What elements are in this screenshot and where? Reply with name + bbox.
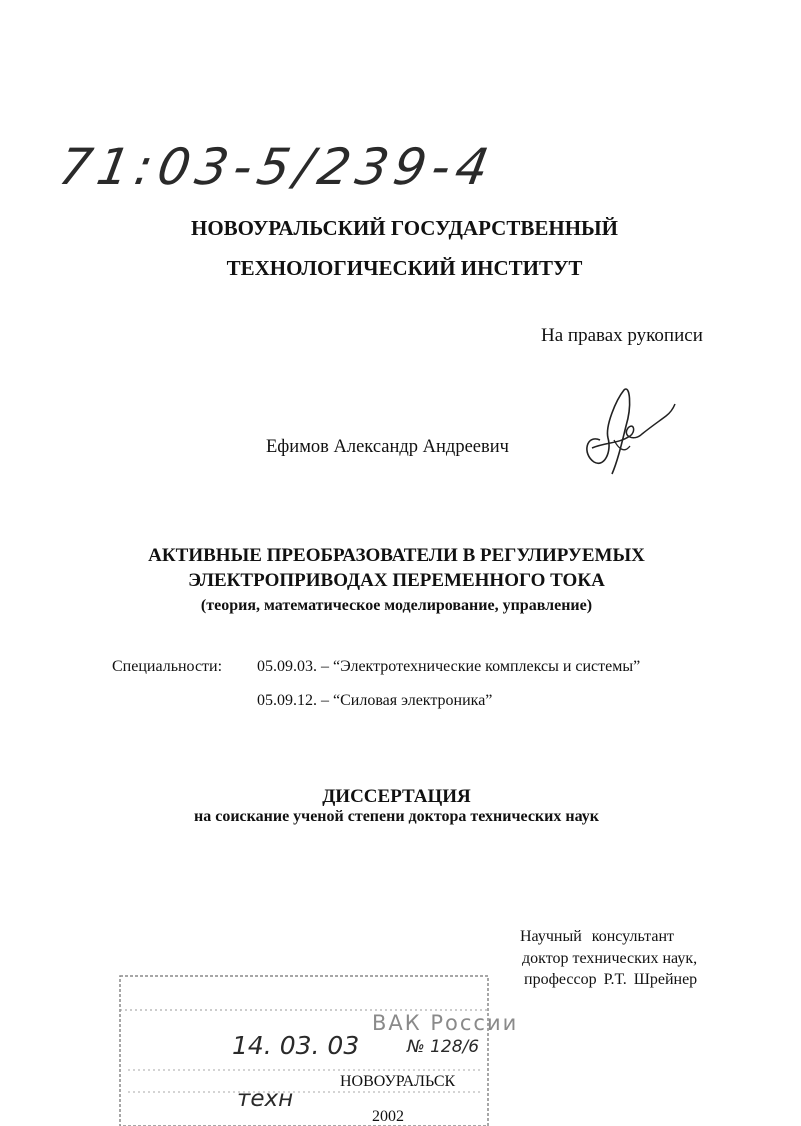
thesis-subtitle: (теория, математическое моделирование, управление) <box>200 597 593 614</box>
city: НОВОУРАЛЬСК <box>340 1073 456 1090</box>
library-stamp <box>112 970 519 1122</box>
thesis-title-line2: ЭЛЕКТРОПРИВОДАХ ПЕРЕМЕННОГО ТОКА <box>188 570 605 591</box>
handwritten-catalog-number <box>54 132 500 202</box>
author-name: Ефимов Александр Андреевич <box>266 437 509 457</box>
author-signature <box>572 382 682 482</box>
dissertation-subtitle: на соискание ученой степени доктора технических наук <box>194 808 599 825</box>
specialty-item: 05.09.12. – “Силовая электроника” <box>257 692 493 709</box>
stamp-header: ВАК России <box>372 1011 519 1035</box>
consultant-role: Научный консультант <box>520 928 674 945</box>
stamp-number: № 128/6 <box>407 1037 480 1057</box>
stamp-handwritten-note: техн <box>237 1086 294 1112</box>
year: 2002 <box>372 1108 404 1125</box>
consultant-name: профессор Р.Т. Шрейнер <box>524 971 698 988</box>
institute-name-line2: ТЕХНОЛОГИЧЕСКИЙ ИНСТИТУТ <box>226 256 583 280</box>
institute-name-line1: НОВОУРАЛЬСКИЙ ГОСУДАРСТВЕННЫЙ <box>191 216 618 240</box>
dissertation-title: ДИССЕРТАЦИЯ <box>322 786 471 807</box>
specialty-item: 05.09.03. – “Электротехнические комплексы и системы” <box>257 658 641 675</box>
catalog-number-text: 71:03-5/239-4 <box>54 137 500 196</box>
specialties-label: Специальности: <box>112 658 223 675</box>
consultant-degree: доктор технических наук, <box>522 950 698 967</box>
stamp-date: 14. 03. 03 <box>232 1031 360 1060</box>
manuscript-note: На правах рукописи <box>541 325 703 346</box>
thesis-title-line1: АКТИВНЫЕ ПРЕОБРАЗОВАТЕЛИ В РЕГУЛИРУЕМЫХ <box>148 545 645 566</box>
